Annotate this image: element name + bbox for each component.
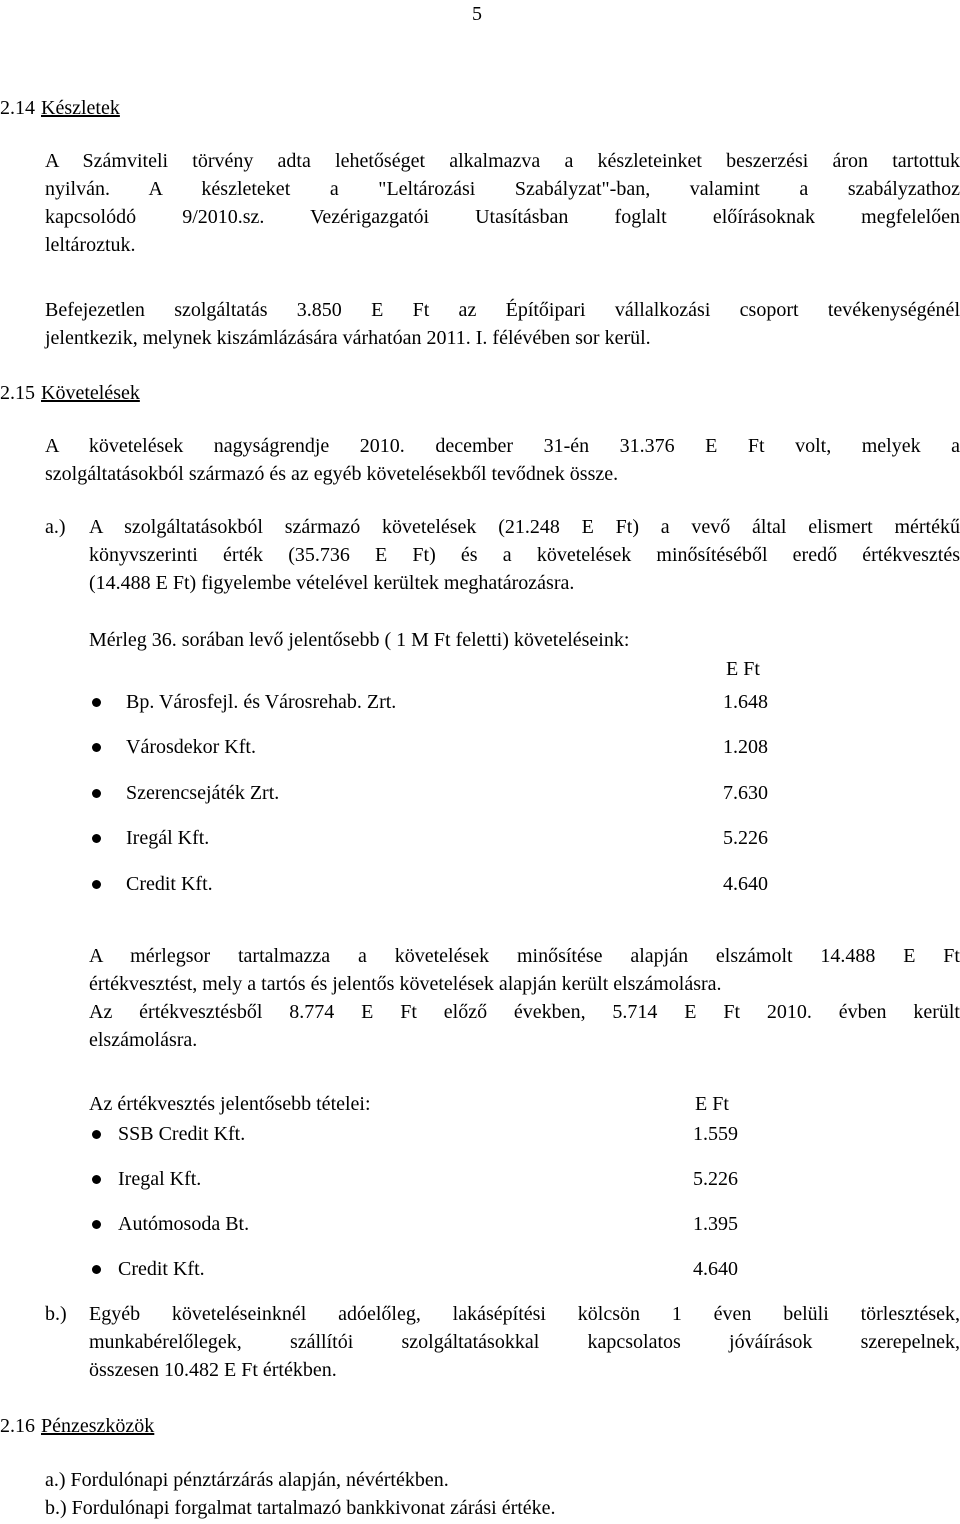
list-item: b.) Fordulónapi forgalmat tartalmazó bankkivonat zárási értéke. xyxy=(45,1497,556,1519)
unit-label: E Ft xyxy=(726,658,760,680)
text-line: jelentkezik, melynek kiszámlázására várhatóan 2011. I. félévében sor kerül. xyxy=(45,327,651,349)
section-heading-2-14 xyxy=(0,94,120,122)
paragraph-impairment xyxy=(89,942,960,1054)
company-name: Credit Kft. xyxy=(118,1258,205,1280)
list-label: a.) xyxy=(45,516,66,538)
list-item: a.) Fordulónapi pénztárzárás alapján, névértékben. xyxy=(45,1469,449,1491)
list-item xyxy=(0,824,960,852)
list-item xyxy=(0,870,960,898)
text-line: szolgáltatásokból származó és az egyéb követelésekből tevődnek össze. xyxy=(45,463,619,485)
paragraph-unfinished-services xyxy=(45,296,960,352)
section-heading-2-16 xyxy=(0,1412,154,1440)
bullet-icon xyxy=(92,1265,101,1274)
paragraph-receivables-intro xyxy=(45,432,960,488)
text-line: Egyéb követeléseinknél adóelőleg, lakásépítési kölcsön 1 éven belüli törlesztések, xyxy=(89,1303,960,1325)
item-a-receivables xyxy=(45,513,960,603)
company-name: Credit Kft. xyxy=(126,873,213,895)
text-line: (14.488 E Ft) figyelembe vételével kerültek meghatározásra. xyxy=(89,572,575,594)
cash-items xyxy=(45,1466,556,1522)
bullet-icon xyxy=(92,698,101,707)
section-title: Pénzeszközök xyxy=(41,1415,155,1437)
company-name: SSB Credit Kft. xyxy=(118,1123,246,1145)
section-title: Készletek xyxy=(41,97,120,119)
text-line: értékvesztést, mely a tartós és jelentős követelések alapján került elszámolásra. xyxy=(89,973,722,995)
text-line: A mérlegsor tartalmazza a követelések minősítése alapján elszámolt 14.488 E Ft xyxy=(89,945,960,967)
amount-value: 5.226 xyxy=(693,1168,738,1190)
amount-value: 1.648 xyxy=(723,691,768,713)
section-number: 2.16 xyxy=(0,1415,35,1437)
amount-value: 1.208 xyxy=(723,736,768,758)
list-label: b.) xyxy=(45,1303,67,1325)
text-line: leltároztuk. xyxy=(45,234,136,256)
list-item xyxy=(0,1120,960,1148)
company-name: Szerencsejáték Zrt. xyxy=(126,782,280,804)
list-item xyxy=(0,688,960,716)
text-line: A követelések nagyságrendje 2010. december 31-én 31.376 E Ft volt, melyek a xyxy=(45,435,960,457)
section-number: 2.15 xyxy=(0,382,35,404)
amount-value: 7.630 xyxy=(723,782,768,804)
text-line: összesen 10.482 E Ft értékben. xyxy=(89,1359,337,1381)
text-line: Befejezetlen szolgáltatás 3.850 E Ft az Építőipari vállalkozási csoport tevékenységénél xyxy=(45,299,960,321)
amount-value: 1.395 xyxy=(693,1213,738,1235)
amount-value: 4.640 xyxy=(723,873,768,895)
text-line: nyilván. A készleteket a "Leltározási Szabályzat"-ban, valamint a szabályzathoz xyxy=(45,178,960,200)
text-line: A Számviteli törvény adta lehetőséget alkalmazva a készleteinket beszerzési áron tartottuk xyxy=(45,150,960,172)
bullet-icon xyxy=(92,880,101,889)
bullet-icon xyxy=(92,789,101,798)
bullet-icon xyxy=(92,1175,101,1184)
text-line: munkabérelőlegek, szállítói szolgáltatásokkal kapcsolatos jóváírások szerepelnek, xyxy=(89,1331,960,1353)
list-item xyxy=(0,733,960,761)
company-name: Autómosoda Bt. xyxy=(118,1213,250,1235)
text-line: könyvszerinti érték (35.736 E Ft) és a követelések minősítéséből eredő értékvesztés xyxy=(89,544,960,566)
text-line: Az értékvesztésből 8.774 E Ft előző években, 5.714 E Ft 2010. évben került xyxy=(89,1001,960,1023)
merleg-line: Mérleg 36. sorában levő jelentősebb ( 1 M Ft feletti) követeléseink: xyxy=(89,629,630,651)
list-item xyxy=(0,1255,960,1283)
section-heading-2-15 xyxy=(0,379,140,407)
list-item xyxy=(0,1210,960,1238)
list-item xyxy=(0,1165,960,1193)
item-b-other-receivables xyxy=(45,1300,960,1390)
impairment-heading: Az értékvesztés jelentősebb tételei: xyxy=(89,1093,371,1115)
company-name: Iregal Kft. xyxy=(118,1168,202,1190)
amount-value: 5.226 xyxy=(723,827,768,849)
amount-value: 1.559 xyxy=(693,1123,738,1145)
section-number: 2.14 xyxy=(0,97,35,119)
bullet-icon xyxy=(92,834,101,843)
unit-label: E Ft xyxy=(695,1093,729,1115)
company-name: Iregál Kft. xyxy=(126,827,210,849)
section-title: Követelések xyxy=(41,382,140,404)
text-line: A szolgáltatásokból származó követelések (21.248 E Ft) a vevő által elismert mértékű xyxy=(89,516,960,538)
page-number: 5 xyxy=(472,3,482,25)
company-name: Bp. Városfejl. és Városrehab. Zrt. xyxy=(126,691,397,713)
company-name: Városdekor Kft. xyxy=(126,736,256,758)
bullet-icon xyxy=(92,1220,101,1229)
text-line: elszámolásra. xyxy=(89,1029,198,1051)
amount-value: 4.640 xyxy=(693,1258,738,1280)
bullet-icon xyxy=(92,743,101,752)
text-line: kapcsolódó 9/2010.sz. Vezérigazgatói Utasításban foglalt előírásoknak megfelelően xyxy=(45,206,960,228)
list-item xyxy=(0,779,960,807)
paragraph-inventory-valuation xyxy=(45,147,960,259)
bullet-icon xyxy=(92,1130,101,1139)
